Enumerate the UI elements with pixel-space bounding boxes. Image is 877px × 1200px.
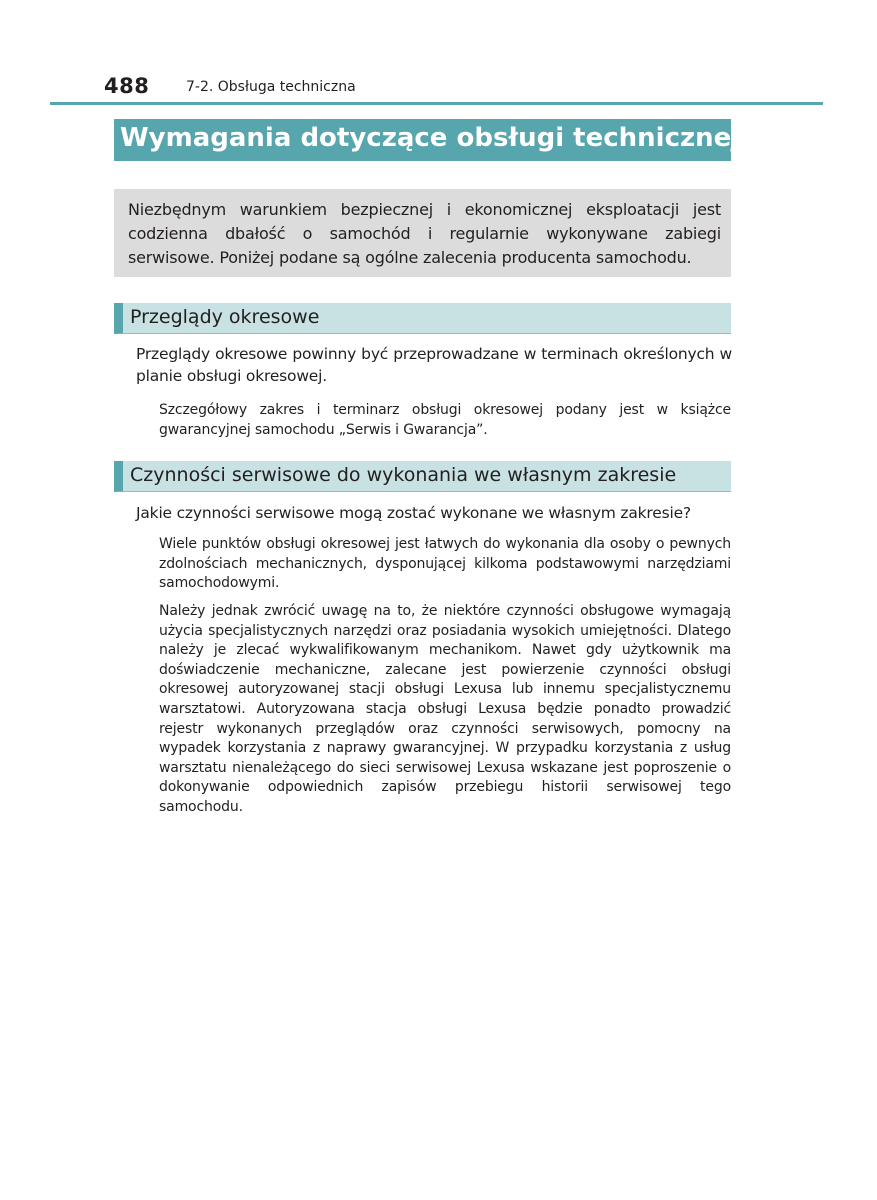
section-heading-bar [114, 303, 731, 334]
section-lead: Przeglądy okresowe powinny być przeprowadzane w terminach określonych w planie obsługi okresowej. [136, 345, 732, 385]
intro-box [114, 189, 731, 277]
page-number: 488 [104, 74, 150, 98]
section-heading: Przeglądy okresowe [130, 306, 320, 328]
intro-text: Niezbędnym warunkiem bezpiecznej i ekonomicznej eksploatacji jest codzienna dbałość o samochód i regularnie wykonywane zabiegi serwisowe. Poniżej podane są ogólne zalecenia producenta samochodu. [128, 200, 721, 267]
page-title-band [114, 119, 741, 161]
section-lead: Jakie czynności serwisowe mogą zostać wykonane we własnym zakresie? [136, 504, 691, 522]
section-paragraph: Szczegółowy zakres i terminarz obsługi okresowej podany jest w książce gwarancyjnej samochodu „Serwis i Gwarancja”. [159, 402, 731, 438]
header-rule [50, 102, 823, 105]
section-heading-bar [114, 461, 731, 492]
section-heading: Czynności serwisowe do wykonania we własnym zakresie [130, 464, 677, 486]
section-paragraph: Należy jednak zwrócić uwagę na to, że niektóre czynności obsługowe wymagają użycia specjalistycznych narzędzi oraz posiadania wysokich umiejętności. Dlatego należy je zlecać wykwalifikowanym mechanikom. Nawet gdy użytkownik ma doświadczenie mechaniczne, zalecane jest powierzenie czynności obsługi okresowej autoryzowanej stacji obsługi Lexusa lub innemu specjalistycznemu warsztatowi. Autoryzowana stacja obsługi Lexusa będzie ponadto prowadzić rejestr wykonanych przeglądów oraz czynności serwisowych, pomocny na wypadek korzystania z naprawy gwarancyjnej. W przypadku korzystania z usług warsztatu nienależącego do sieci serwisowej Lexusa wskazane jest poproszenie o dokonywanie odpowiednich zapisów przebiegu historii serwisowej tego samochodu. [159, 603, 731, 815]
page-title: Wymagania dotyczące obsługi technicznej [120, 123, 741, 153]
section-paragraph: Wiele punktów obsługi okresowej jest łatwych do wykonania dla osoby o pewnych zdolnościach mechanicznych, dysponującej kilkoma podstawowymi narzędziami samochodowymi. [159, 536, 731, 592]
running-title: 7-2. Obsługa techniczna [186, 79, 356, 95]
